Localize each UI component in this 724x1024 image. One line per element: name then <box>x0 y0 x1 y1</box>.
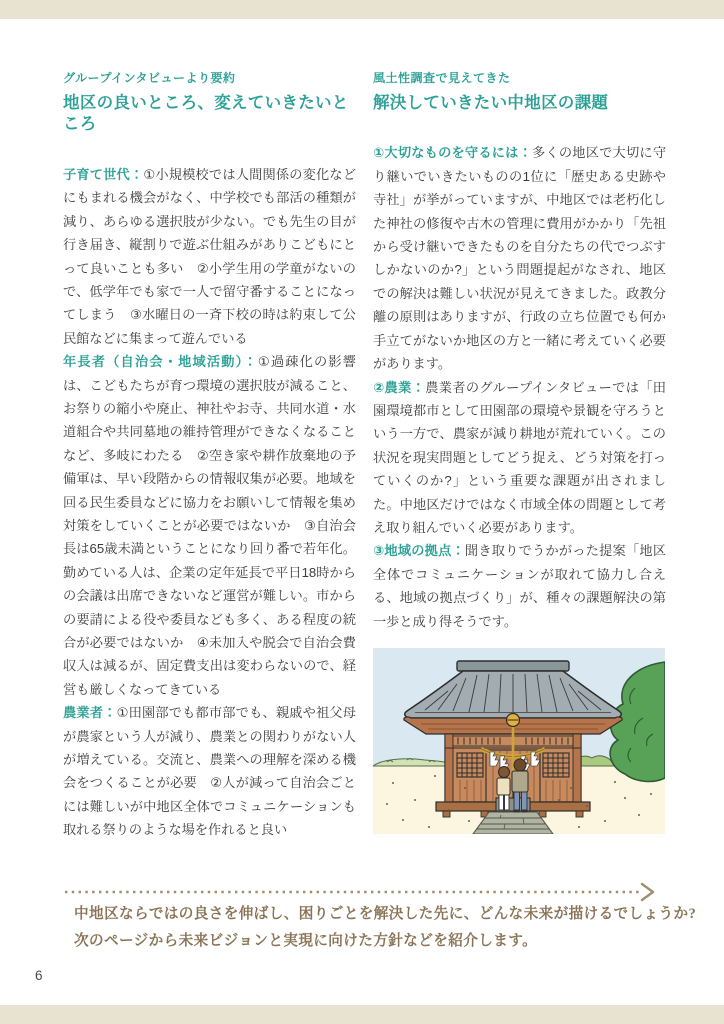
paragraph-label: 年長者（自治会・地域活動）： <box>63 354 258 370</box>
left-body <box>63 163 356 842</box>
left-title: 地区の良いところ、変えていきたいところ <box>63 94 349 134</box>
footer-message <box>74 901 704 955</box>
paragraph-text: ①過疎化の影響は、こどもたちが育つ環境の選択肢が減ること、お祭りの縮小や廃止、神社やお寺、共同水道・水道組合や共同墓地の維持管理ができなくなることなど、多岐にわたる ②空き家や耕作放棄地の予備軍は、早い段階からの情報収集が必要。地域を回る民生委員などに協力をお願いして情報を集め対策をしていくことが必要ではないか ③自治会長は65歳未満ということになり回り番で若年化。勤めている人は、企業の定年延長で平日18時からの会議は出席できないなど運営が難しい。市からの要請による役や委員なども多く、ある程度の統合が必要ではないか ④未加入や脱会で自治会費収入は減るが、固定費支出は変わらないので、経営も厳しくなってきている <box>63 354 356 697</box>
lattice-window-right <box>543 753 569 777</box>
shrine-illustration <box>373 648 665 834</box>
dotted-arrow-divider <box>63 881 663 903</box>
paragraph-text: 農業者のグループインタビューでは「田園環境都市として田園部の環境や景観を守ろうという一方で、農家が減り耕地が荒れていく。この状況を現実問題としてどう捉え、どう対策を打っていくのか?」という重要な課題が出されました。中地区だけではなく市域全体の問題として考え取り組んでいく必要があります。 <box>373 379 666 535</box>
paragraph-text: 多くの地区で大切に守り継いでいきたいものの1位に「歴史ある史跡や寺社」が挙がっていますが、中地区では老朽化した神社の修復や古木の管理に費用がかかり「先祖から受け継いできたものを自分たちの代でつぶすしかないのか?」という問題提起がなされ、地区での解決は難しい状況が見えてきました。政教分離の原則はありますが、行政の立ち位置でも何か手立てがないか地区の方と一緒に考えていく必要があります。 <box>373 145 667 372</box>
paragraph-label: ②農業： <box>373 379 426 395</box>
corner-post-left <box>445 734 453 802</box>
paragraph-nogyo <box>373 376 666 540</box>
corner-post-right <box>573 734 581 802</box>
paragraph-label: 農業者： <box>63 705 117 721</box>
footer-message-line2: 次のページから未来ビジョンと実現に向けた方針などを紹介します。 <box>74 933 538 949</box>
footer-message-line1: 中地区ならではの良さを伸ばし、困りごとを解決した先に、どんな未来が描けるでしょうか? <box>74 906 697 922</box>
top-margin-band <box>0 0 724 19</box>
right-kicker: 風土性調査で見えてきた <box>373 71 511 85</box>
paragraph-text: 聞き取りでうかがった提案「地区全体でコミュニケーションが取れて協力し合える、地域の拠点づくり」が、種々の課題解決の第一歩と成り得そうです。 <box>373 543 666 629</box>
paragraph-nenchosha <box>63 350 356 701</box>
right-title: 解決していきたい中地区の課題 <box>373 94 609 112</box>
paragraph-text: ①小規模校では人間関係の変化などにもまれる機会がなく、中学校でも部活の種類が減り、あらゆる選択肢が少ない。でも先生の目が行き届き、縦割りで遊ぶ仕組みがありこどもにとって良いことも多い ②小学生用の学童がないので、低学年でも家で一人で留守番することになってしまう ③水曜日の一斉下校の時は約束して公民館などに集まって遊んでいる <box>63 166 357 346</box>
paragraph-kyoten <box>373 539 666 633</box>
paragraph-taisetsu <box>373 141 666 375</box>
paragraph-text: ①田園部でも都市部でも、親戚や祖父母が農家という人が減り、農業との関わりがない人が増えている。交流と、農業への理解を深める機会をつくることが必要 ②人が減って自治会ごとには難しいが中地区全体でコミュニケーションも取れる祭りのような場を作れると良い <box>63 705 356 838</box>
visitor-woman <box>497 767 510 813</box>
right-column <box>373 69 666 633</box>
paragraph-label: 子育て世代： <box>63 166 144 182</box>
left-column <box>63 69 356 842</box>
page-number: 6 <box>35 968 43 983</box>
paragraph-kosodate <box>63 163 356 350</box>
roof-ridge <box>457 661 569 671</box>
right-body <box>373 141 666 633</box>
shrine-illustration-svg <box>373 648 665 834</box>
paragraph-nogyosha <box>63 701 356 841</box>
paragraph-label: ③地域の拠点： <box>373 543 465 559</box>
lattice-window-left <box>457 753 483 777</box>
left-kicker: グループインタビューより要約 <box>63 71 236 85</box>
paragraph-label: ①大切なものを守るには： <box>373 145 533 161</box>
dotted-arrow-icon <box>63 881 663 903</box>
bottom-margin-band <box>0 1005 724 1024</box>
